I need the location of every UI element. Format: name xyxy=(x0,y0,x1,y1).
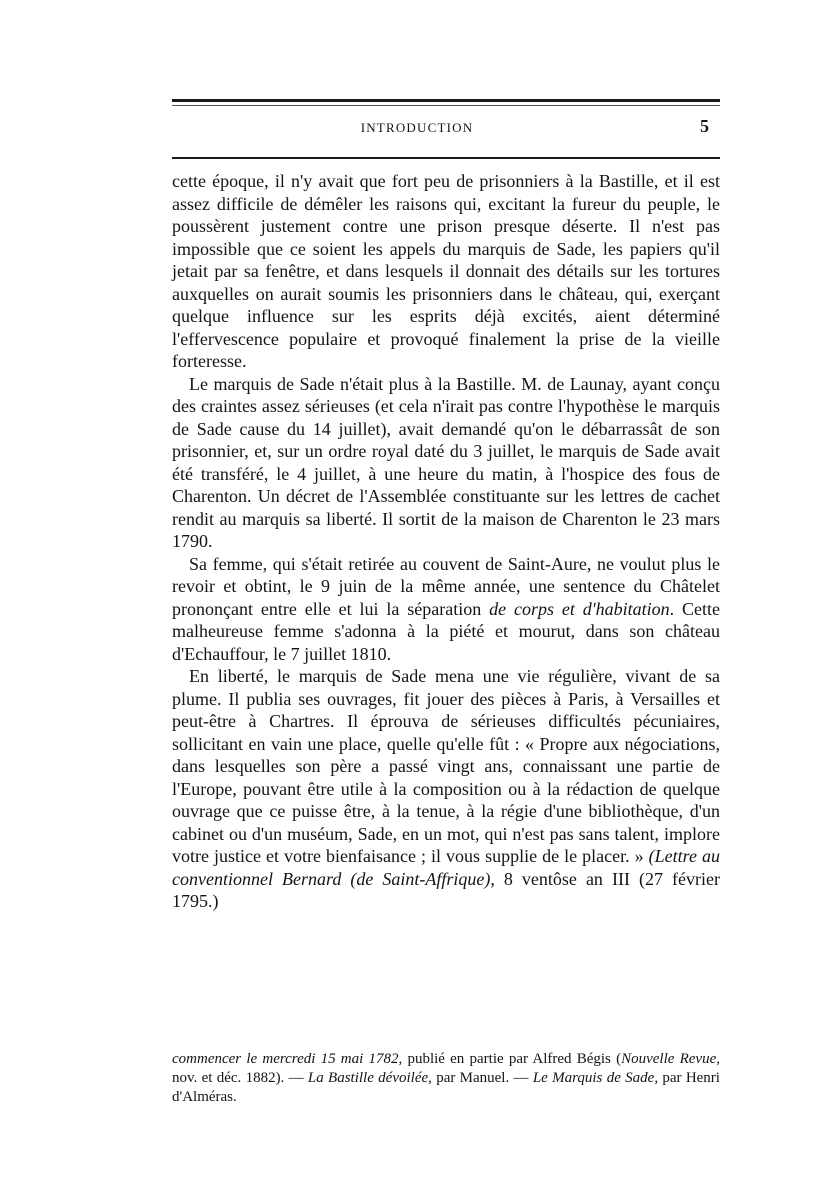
paragraph-4-text-b: , 8 ventôse an III (27 février 1795.) xyxy=(172,868,720,911)
header-rule-bottom xyxy=(172,157,720,159)
header-rule-thin xyxy=(172,105,720,106)
footnote-italic-3: La Bastille dévoilée xyxy=(307,1070,429,1086)
footnote-text-1: , publié en partie par Alfred Bégis ( xyxy=(398,1051,622,1067)
page-number: 5 xyxy=(700,116,709,136)
footnote-text xyxy=(172,1050,720,1107)
paragraph-4-italic: (Lettre au conventionnel Bernard (de Saint-Affrique) xyxy=(172,846,720,889)
body-text xyxy=(172,170,720,913)
paragraph-4-text-a: En liberté, le marquis de Sade mena une vie régulière, vivant de sa plume. Il publia ses ouvrages, fit jouer des pièces à Paris, à Versailles et peut-être à Chartres. Il éprouva de sérieuses difficultés pécuniaires, sollicitant en vain une place, quelle qu'elle fût : « Propre aux négociations, dans lesquelles son père a passé vingt ans, connaissant une partie de l'Europe, pouvant être utile à la composition ou à la rédaction de quelque ouvrage que ce puisse être, à la tenue, à la régie d'une bibliothèque, d'un cabinet ou d'un muséum, Sade, en un mot, qui n'est pas sans talent, implore votre justice et votre bienfaisance ; il vous supplie de le placer. » xyxy=(172,666,720,866)
paragraph-2: Le marquis de Sade n'était plus à la Bastille. M. de Launay, ayant conçu des craintes assez sérieuses (et cela n'irait pas contre l'hypothèse le marquis de Sade cause du 14 juillet), avait demandé qu'on le débarrassât de son prisonnier, et, sur un ordre royal daté du 3 juillet, le marquis de Sade avait été transféré, le 4 juillet, à une heure du matin, à l'hospice des fous de Charenton. Un décret de l'Assemblée constituante sur les lettres de cachet rendit au marquis sa liberté. Il sortit de la maison de Charenton le 23 mars 1790. xyxy=(172,373,720,551)
paragraph-1: cette époque, il n'y avait que fort peu de prisonniers à la Bastille, et il est assez difficile de démêler les raisons qui, excitant la fureur du peuple, le poussèrent justement contre une prison presque déserte. Il n'est pas impossible que ce soient les appels du marquis de Sade, les papiers qu'il jetait par sa fenêtre, et dans lesquels il donnait des détails sur les tortures auxquelles on aurait soumis les prisonniers dans le château, qui, exerçant quelque influence sur les esprits déjà excités, aient déterminé l'effervescence populaire et provoqué finalement la prise de la vieille forteresse. xyxy=(172,171,720,371)
footnote-italic-4: Le Marquis de Sade xyxy=(532,1070,655,1086)
footnote-text-3: , par Manuel. — xyxy=(428,1070,533,1086)
footnote-text-2: , nov. et déc. 1882). — xyxy=(172,1051,720,1086)
paragraph-3-text-b: . Cette malheureuse femme s'adonna à la piété et mourut, dans son château d'Echauffour, le 7 juillet 1810. xyxy=(172,598,720,664)
paragraph-4 xyxy=(172,665,720,913)
running-title: INTRODUCTION xyxy=(360,120,474,135)
paragraph-3-text-a: Sa femme, qui s'était retirée au couvent de Saint-Aure, ne voulut plus le revoir et obtint, le 9 juin de la même année, une sentence du Châtelet prononçant entre elle et lui la séparation xyxy=(172,553,720,619)
footnote-text-4: , par Henri d'Alméras. xyxy=(172,1070,720,1105)
footnote-italic-1: commencer le mercredi 15 mai 1782 xyxy=(172,1051,399,1067)
footnote xyxy=(172,1050,720,1107)
header-rule-thick xyxy=(172,99,720,102)
footnote-italic-2: Nouvelle Revue xyxy=(621,1051,717,1067)
paragraph-3-italic: de corps et d'habitation xyxy=(489,598,670,619)
paragraph-3 xyxy=(172,553,720,666)
